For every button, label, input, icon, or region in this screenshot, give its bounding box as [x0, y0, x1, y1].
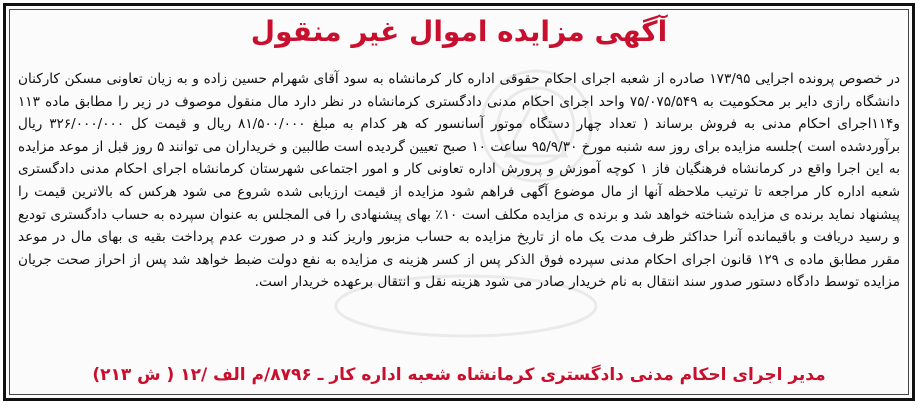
auction-notice: [3, 3, 915, 401]
notice-body: در خصوص پرونده اجرایی ۱۷۳/۹۵ صادره از شعبه اجرای احکام حقوقی اداره کار کرمانشاه به سود آقای شهرام حسین زاده و به زیان تعاونی مسکن کارکنان دانشگاه رازی دایر بر محکومیت به ۷۵/۰۷۵/۵۴۹ واحد اجرای احکام مدنی دادگستری کرمانشاه در نظر دارد مال منقول موصوف در زیر را مطابق ماده ۱۱۳ و۱۱۴اجرای احکام مدنی به فروش برساند ( تعداد چهار دستگاه موتور آسانسور که هر کدام به مبلغ ۸۱/۵۰۰/۰۰۰ ریال و قیمت کل ۳۲۶/۰۰۰/۰۰۰ ریال برآوردشده است )جلسه مزایده برای روز سه شنبه مورخ ۹۵/۹/۳۰ ساعت ۱۰ صبح تعیین گردیده است طالبین و خریداران می توانند ۵ روز قبل از موعد مزایده به این اجرا واقع در کرمانشاه فرهنگیان فاز ۱ کوچه آموزش و پرورش اداره تعاونی کار و امور اجتماعی شهرستان کرمانشاه اجرای احکام مدنی دادگستری شعبه اداره کار مراجعه تا ترتیب ملاحظه آنها از مال موضوع آگهی فراهم شود مزایده از قیمت ارزیابی شده شروع می شود هرکس که بالاترین قیمت را پیشنهاد نماید برنده ی مزایده شناخته خواهد شد و برنده ی مزایده مکلف است ۱۰٪ بهای پیشنهادی را فی المجلس به عنوان سپرده به حساب دادگستری تودیع و رسید دریافت و باقیمانده آنرا حداکثر ظرف مدت یک ماه از تاریخ مزایده به حساب مزبور واریز کند و در صورت عدم پرداخت بقیه ی بهای مال در موعد مقرر مطابق ماده ی ۱۲۹ قانون اجرای احکام مدنی سپرده فوق الذکر پس از کسر هزینه ی مزایده به نفع دولت ضبط خواهد شد پس از احراز صحت جریان مزایده توسط دادگاه دستور صدور سند انتقال به نام خریدار صادر می شود هزینه نقل و انتقال برعهده خریدار است.: [18, 71, 901, 291]
notice-signature: مدیر اجرای احکام مدنی دادگستری کرمانشاه شعبه اداره کار ـ ۸۷۹۶/م الف /۱۲ ( ش ۲۱۳): [92, 365, 826, 385]
notice-title: آگهی مزایده اموال غیر منقول: [250, 15, 668, 48]
